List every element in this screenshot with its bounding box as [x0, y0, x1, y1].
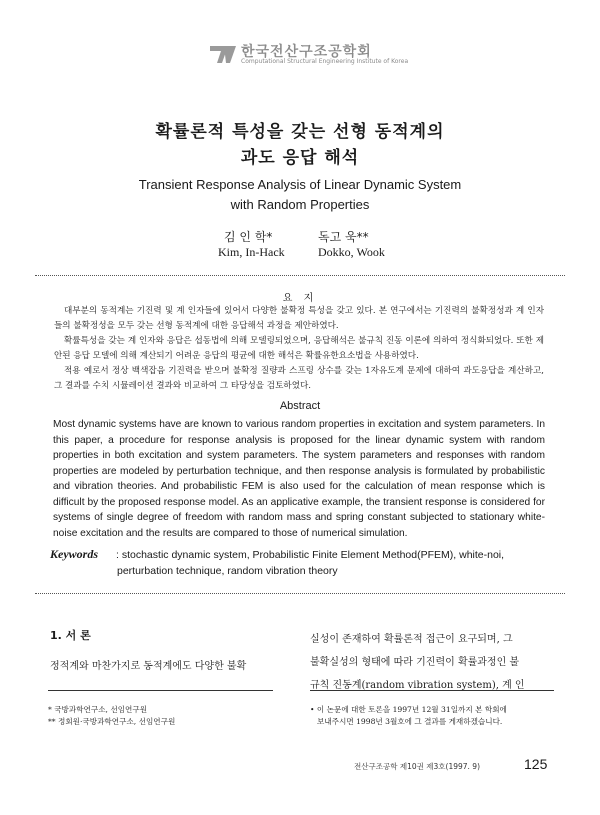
- keywords-line2: perturbation technique, random vibration theory: [117, 565, 338, 577]
- abstract-body: Most dynamic systems have are known to various random properties in excitation and system parameters. In this paper, a procedure for response analysis is proposed for the linear dynamic system with random properties in both excitation and system parameters. The system parameters and responses with random properties are modeled by perturbation technique, and then response analysis is formulated by probabilistic and vibration theories. And probabilistic FEM is also used for the calculation of mean response which is difficult by the proposed response model. As an applicative example, the transient response is considered for systems of single degree of freedom with random mass and spring constant subjected to stationary white-noise excitation and the results are compared to those of numerical simulation.: [53, 419, 545, 539]
- society-name-kr: 한국전산구조공학회: [241, 44, 372, 60]
- author1-name-kr: 김 인 학*: [224, 230, 273, 244]
- left-column-text: 정적계와 마찬가지로 동적계에도 다양한 불확: [50, 661, 247, 672]
- separator-top: [35, 275, 565, 276]
- keywords-line1: : stochastic dynamic system, Probabilistic Finite Element Method(PFEM), white-noi,: [116, 549, 505, 561]
- footnote-author1: * 국방과학연구소, 선임연구원: [48, 705, 148, 714]
- right-column-line1: 실성이 존재하여 확률론적 접근이 요구되며, 그: [310, 634, 513, 645]
- discussion-note-line1: • 이 논문에 대한 토론을 1997년 12월 31일까지 본 학회에: [310, 705, 507, 714]
- korean-abstract-heading: 요 지: [282, 293, 318, 304]
- korean-abstract-body: [54, 304, 544, 394]
- title-en-line2: with Random Properties: [230, 197, 370, 212]
- right-column-line3: 규칙 진동계(random vibration system), 계 인: [310, 680, 525, 691]
- footnote-rule-left: [48, 690, 273, 691]
- discussion-note-line2: 보내주시면 1998년 3월호에 그 결과를 게재하겠습니다.: [317, 717, 503, 726]
- title-kr-line2: 과도 응답 해석: [240, 148, 360, 168]
- author2-name-en: Dokko, Wook: [318, 245, 385, 259]
- society-name-en: Computational Structural Engineering Institute of Korea: [241, 58, 409, 65]
- keywords-text: [116, 547, 556, 579]
- keywords-label: Keywords: [50, 547, 98, 561]
- title-kr-line1: 확률론적 특성을 갖는 선형 동적계의: [155, 122, 445, 142]
- author1-name-en: Kim, In-Hack: [218, 245, 285, 259]
- section1-title: 1. 서 론: [50, 629, 91, 642]
- footnote-rule-right: [310, 690, 554, 691]
- author2-name-kr: 독고 욱**: [318, 230, 369, 244]
- right-column-text: [310, 628, 554, 697]
- korean-abstract-paragraph-2: 확률특성을 갖는 계 인자와 응답은 섭동법에 의해 모델링되었으며, 응답해석은 불규칙 진동 이론에 의하여 정식화되었다. 또한 제안된 응답 모델에 의해 계산되기 어려운 응답의 평균에 대한 해석은 확률유한요소법을 사용하였다.: [54, 336, 544, 361]
- right-column-line2: 불확실성의 형태에 따라 기진력이 확률과정인 불: [310, 657, 520, 668]
- title-en-line1: Transient Response Analysis of Linear Dynamic System: [138, 177, 462, 192]
- page-number: 125: [524, 756, 548, 772]
- korean-abstract-paragraph-1: 대부분의 동적계는 기진력 및 계 인자들에 있어서 다양한 불확정 특성을 갖고 있다. 본 연구에서는 기진력의 불확정성과 계 인자들의 불확정성을 모두 갖는 선형 동적계에 대한 응답해석 과정을 제안하였다.: [54, 306, 544, 331]
- society-emblem-icon: [208, 43, 238, 65]
- korean-abstract-paragraph-3: 적용 예로서 정상 백색잡음 기진력을 받으며 불확정 질량과 스프링 상수를 갖는 1자유도계 문제에 대하여 과도응답을 계산하고, 그 결과를 수치 시뮬레이션 결과와 비교하여 그 타당성을 검토하였다.: [54, 366, 544, 391]
- footnote-author2: ** 정회원·국방과학연구소, 선임연구원: [48, 717, 176, 726]
- separator-bottom: [35, 593, 565, 594]
- abstract-heading: Abstract: [279, 400, 321, 412]
- society-logo: [208, 43, 409, 67]
- journal-info: 전산구조공학 제10권 제3호(1997. 9): [353, 762, 480, 771]
